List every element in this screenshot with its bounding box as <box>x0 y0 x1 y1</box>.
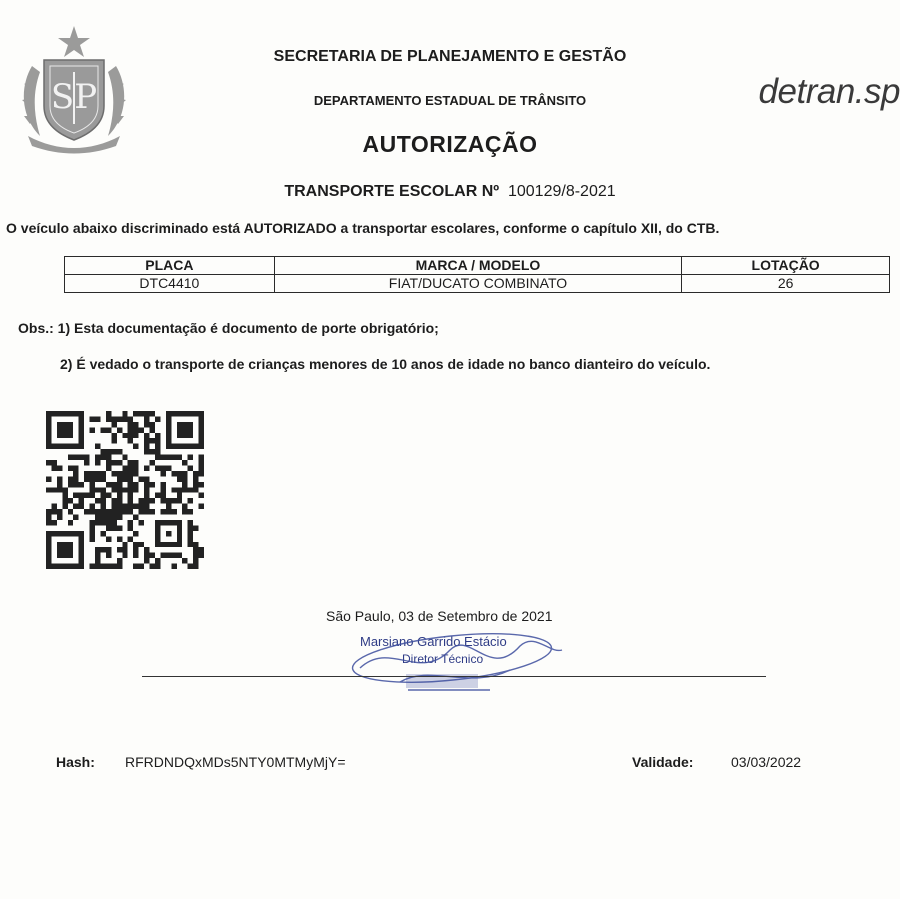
reference-number: 100129/8-2021 <box>507 183 616 200</box>
table-header-row <box>65 257 890 275</box>
validity-label: Validade: <box>632 754 694 770</box>
seal-initials: SP <box>50 77 98 117</box>
reference-line <box>0 183 900 201</box>
detran-brand-logo <box>759 72 900 112</box>
observation-2: 2) É vedado o transporte de crianças menores de 10 anos de idade no banco dianteiro do veículo. <box>60 356 711 372</box>
hash-value: RFRDNDQxMDs5NTY0MTMyMjY= <box>125 754 346 770</box>
hash-label: Hash: <box>56 754 95 770</box>
header-cell-plate: PLACA <box>65 257 275 275</box>
cell-model: FIAT/DUCATO COMBINATO <box>274 275 681 293</box>
secretariat-title: SECRETARIA DE PLANEJAMENTO E GESTÃO <box>273 48 627 65</box>
observation-1: Obs.: 1) Esta documentação é documento de porte obrigatório; <box>18 320 439 336</box>
vehicle-table <box>64 256 890 293</box>
signer-role: Diretor Técnico <box>402 652 484 666</box>
qr-code <box>46 411 204 569</box>
header-cell-capacity: LOTAÇÃO <box>682 257 890 275</box>
brand-suffix: .sp <box>854 72 900 111</box>
authorization-statement: O veículo abaixo discriminado está AUTORIZADO a transportar escolares, conforme o capítulo XII, do CTB. <box>6 220 720 236</box>
signature-line <box>142 676 766 677</box>
brand-main: detran <box>758 72 855 111</box>
validity-value: 03/03/2022 <box>731 754 802 770</box>
reference-label: TRANSPORTE ESCOLAR Nº <box>284 183 500 200</box>
department-title: DEPARTAMENTO ESTADUAL DE TRÂNSITO <box>313 93 587 108</box>
signer-name: Marsiano Garrido Estácio <box>360 634 507 649</box>
table-row <box>65 275 890 293</box>
cell-plate: DTC4410 <box>65 275 275 293</box>
header-cell-model: MARCA / MODELO <box>274 257 681 275</box>
place-and-date: São Paulo, 03 de Setembro de 2021 <box>326 608 553 624</box>
document-type-title: AUTORIZAÇÃO <box>362 131 538 157</box>
cell-capacity: 26 <box>682 275 890 293</box>
handwritten-signature <box>340 620 570 700</box>
